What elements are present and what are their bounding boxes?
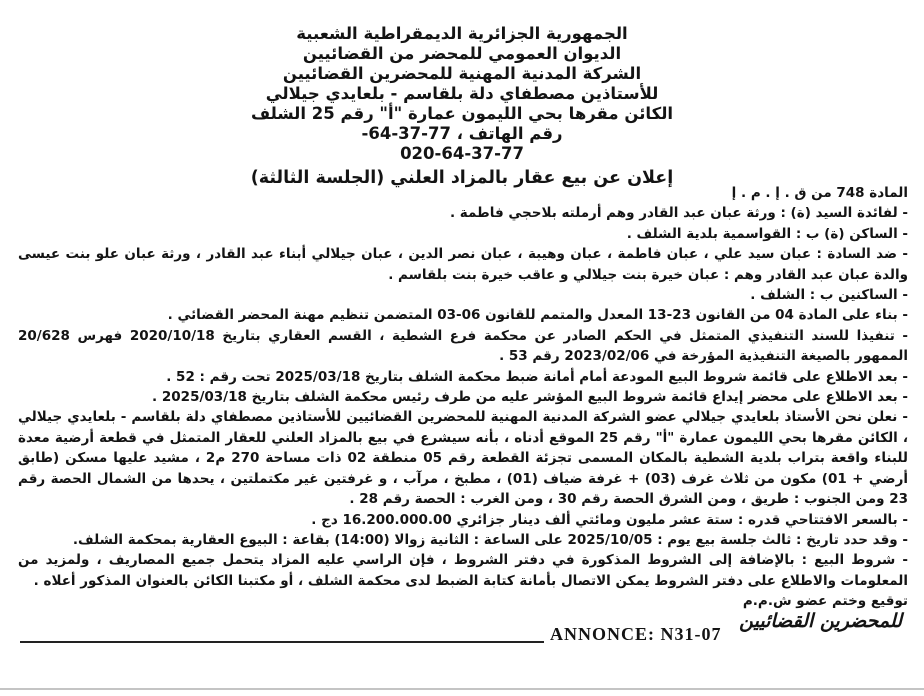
article-reference: المادة 748 من ق . إ . م . إ (731, 185, 908, 201)
company-name: الشركة المدنية المهنية للمحضرين القضائيين (282, 64, 642, 83)
beneficiary-residence-paragraph: - الساكن (ة) ب : القواسمية بلدية الشلف . (626, 225, 908, 242)
notice-body (18, 183, 908, 612)
sale-conditions-paragraph: - شروط البيع : بالإضافة إلى الشروط المذكورة في دفتر الشروط ، فإن الراسي عليه المزاد يتحمل جميع المصاريف ، ولمزيد من المعلومات والاطلاع على دفتر الشروط يمكن الاتصال بأمانة كتابة الضبط لدى محكمة الشلف ، أو مكتبنا الكائن بالعنوان المذكور أعلاه . (18, 552, 908, 589)
deposit-report-paragraph: - بعد الاطلاع على محضر إيداع قائمة شروط البيع المؤشر عليه من طرف رئيس محكمة الشلف بتاريخ 2025/03/18 . (152, 389, 908, 406)
bailiff-names: للأستاذين مصطفاي دلة بلقاسم - بلعايدي جيلالي (265, 84, 659, 103)
conditions-list-paragraph: - بعد الاطلاع على قائمة شروط البيع المودعة أمام أمانة ضبط محكمة الشلف بتاريخ 2025/03/18 تحت رقم : 52 . (166, 368, 908, 385)
office-address: الكائن مقرها بحي الليمون عمارة "أ" رقم 25 الشلف (250, 104, 674, 123)
country-name: الجمهورية الجزائرية الديمقراطية الشعبية (296, 24, 628, 43)
opening-price-paragraph: - بالسعر الافتتاحي قدره : ستة عشر مليون ومائتي ألف دينار جزائري 16.200.000.00 دج . (311, 511, 908, 528)
defendants-residence-paragraph: - الساكنين ب : الشلف . (750, 287, 908, 304)
beneficiary-paragraph: - لفائدة السيد (ة) : ورثة عبان عبد القادر وهم أرملته بلاحجي فاطمة . (449, 205, 908, 222)
notice-title: إعلان عن بيع عقار بالمزاد العلني (الجلسة الثالثة) (250, 168, 674, 188)
defendants-paragraph: - ضد السادة : عبان سيد علي ، عبان فاطمة ، عبان وهيبة ، عبان نصر الدين ، عبان جيلالي أبناء عبد القادر ، ورثة عبان علو بنت عيسى والدة عبان عبد القادر وهم : عبان خيرة بنت جيلالي و عاقب خيرة بنت بلقاسم . (18, 246, 908, 283)
legal-basis-paragraph: - بناء على المادة 04 من القانون 23-13 المعدل والمتمم للقانون 06-03 المتضمن تنظيم مهنة المحضر القضائي . (167, 307, 908, 324)
page-bottom-rule (0, 688, 924, 690)
signature-line: توقيع وختم عضو ش.م.م (742, 593, 908, 610)
announcement-paragraph: - نعلن نحن الأستاذ بلعايدي جيلالي عضو الشركة المدنية المهنية للمحضرين القضائيين للأستاذين مصطفاي دلة بلقاسم - بلعايدي جيلالي ، الكائن مقرها بحي الليمون عمارة "أ" رقم 25 الموقع أدناه ، بأنه سيشرع في بيع بالمزاد العلني للعقار المتمثل في قطعة أرضية معدة للبناء واقعة بتراب بلدية الشطية بالمكان المسمى تجزئة القطعة رقم 05 منطقة 02 ذات مساحة 270 م2 ، مشيد عليها مسكن (طابق أرضي + 01) مكون من ثلاث غرف (03) + غرفة ضياف (01) ، مطبخ ، مرآب ، و غرفتين غير مكتملتين ، يحدها من الشمال الحصة رقم 23 ومن الجنوب : طريق ، ومن الشرق الحصة رقم 30 ، ومن الغرب : الحصة رقم 28 . (18, 409, 908, 508)
notice-header (0, 24, 924, 190)
enforcement-paragraph: - تنفيذا للسند التنفيذي المتمثل في الحكم الصادر عن محكمة فرع الشطية ، القسم العقاري بتاريخ 2020/10/18 فهرس 20/628 الممهور بالصيغة التنفيذية المؤرخة في 2023/02/06 رقم 53 . (18, 327, 908, 365)
office-name: الديوان العمومي للمحضر من القضائيين (302, 44, 622, 63)
annonce-divider (20, 641, 544, 643)
bailiffs-signature: للمحضرين القضائيين (739, 610, 902, 632)
phone-label: رقم الهاتف ، 77-37-64- (361, 124, 563, 143)
annonce-number: ANNONCE: N31-07 (550, 624, 722, 644)
phone-number: 020-64-37-77 (400, 144, 524, 163)
session-date-paragraph: - وقد حدد تاريخ : ثالث جلسة بيع يوم : 2025/10/05 على الساعة : الثانية زوالا (14:00) بقاعة : البيوع العقارية بمحكمة الشلف. (72, 531, 908, 548)
